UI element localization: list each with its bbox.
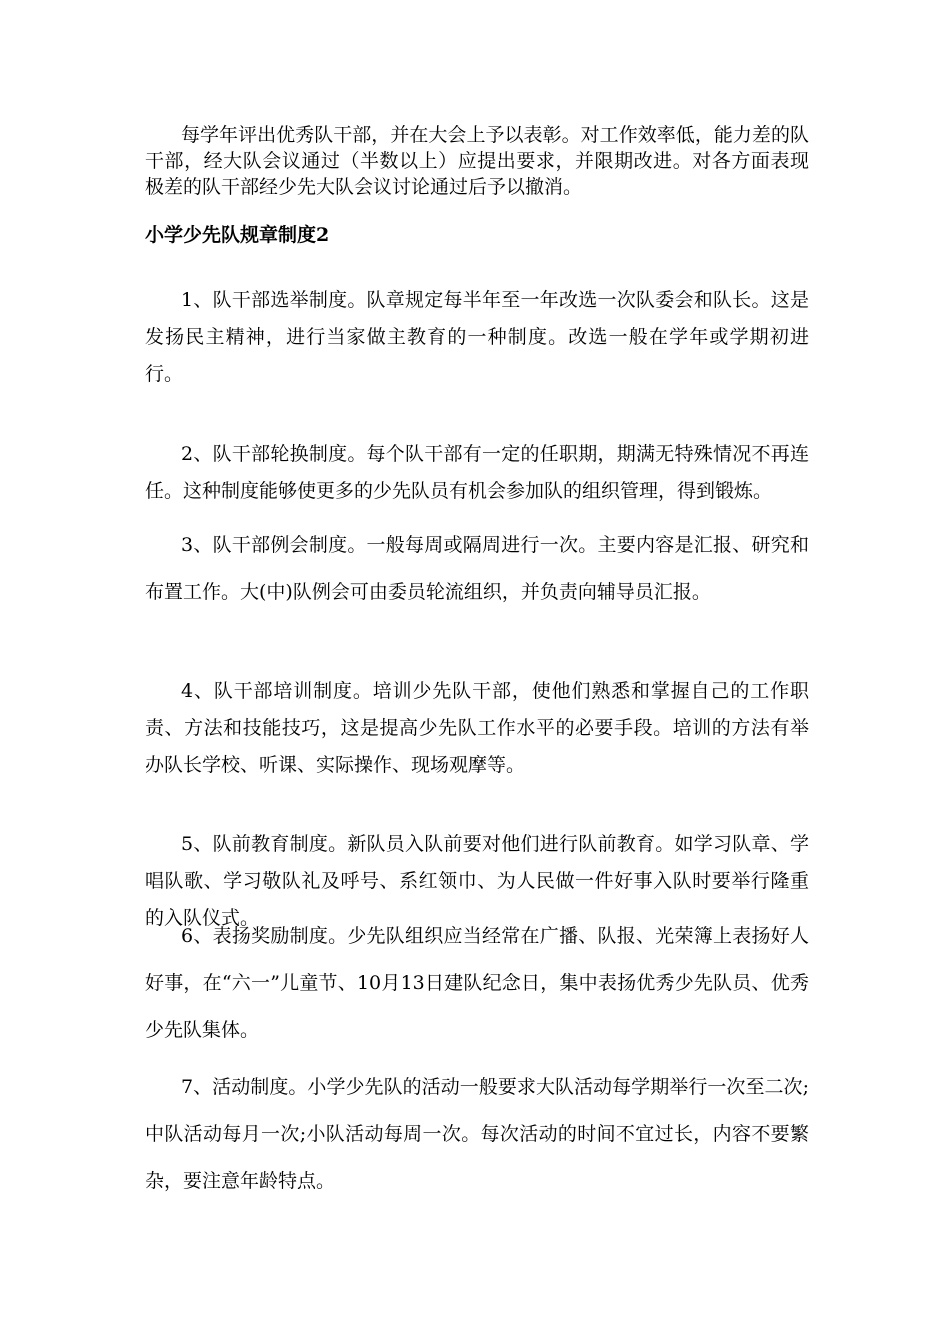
rule-item-4: 4、队干部培训制度。培训少先队干部，使他们熟悉和掌握自己的工作职责、方法和技能技巧，这是提高少先队工作水平的必要手段。培训的方法有举办队长学校、听课、实际操作、现场观摩等。 [145, 680, 809, 776]
document-page [145, 0, 809, 1344]
intro-paragraph: 每学年评出优秀队干部，并在大会上予以表彰。对工作效率低，能力差的队干部，经大队会议通过（半数以上）应提出要求，并限期改进。对各方面表现极差的队干部经少先大队会议讨论通过后予以撤消。 [145, 124, 809, 198]
section-title: 小学少先队规章制度2 [145, 224, 330, 246]
rule-item-5: 5、队前教育制度。新队员入队前要对他们进行队前教育。如学习队章、学唱队歌、学习敬队礼及呼号、系红领巾、为人民做一件好事入队时要举行隆重的入队仪式。 [145, 833, 809, 929]
rule-item-3: 3、队干部例会制度。一般每周或隔周进行一次。主要内容是汇报、研究和布置工作。大(中)队例会可由委员轮流组织，并负责向辅导员汇报。 [145, 534, 809, 603]
rule-item-1: 1、队干部选举制度。队章规定每半年至一年改选一次队委会和队长。这是发扬民主精神，进行当家做主教育的一种制度。改选一般在学年或学期初进行。 [145, 289, 809, 385]
rule-item-2: 2、队干部轮换制度。每个队干部有一定的任职期，期满无特殊情况不再连任。这种制度能够使更多的少先队员有机会参加队的组织管理，得到锻炼。 [145, 443, 809, 502]
rule-item-6: 6、表扬奖励制度。少先队组织应当经常在广播、队报、光荣簿上表扬好人好事，在“六一”儿童节、10月13日建队纪念日，集中表扬优秀少先队员、优秀少先队集体。 [145, 925, 809, 1041]
rule-item-7: 7、活动制度。小学少先队的活动一般要求大队活动每学期举行一次至二次;中队活动每月一次;小队活动每周一次。每次活动的时间不宜过长，内容不要繁杂，要注意年龄特点。 [145, 1076, 809, 1192]
